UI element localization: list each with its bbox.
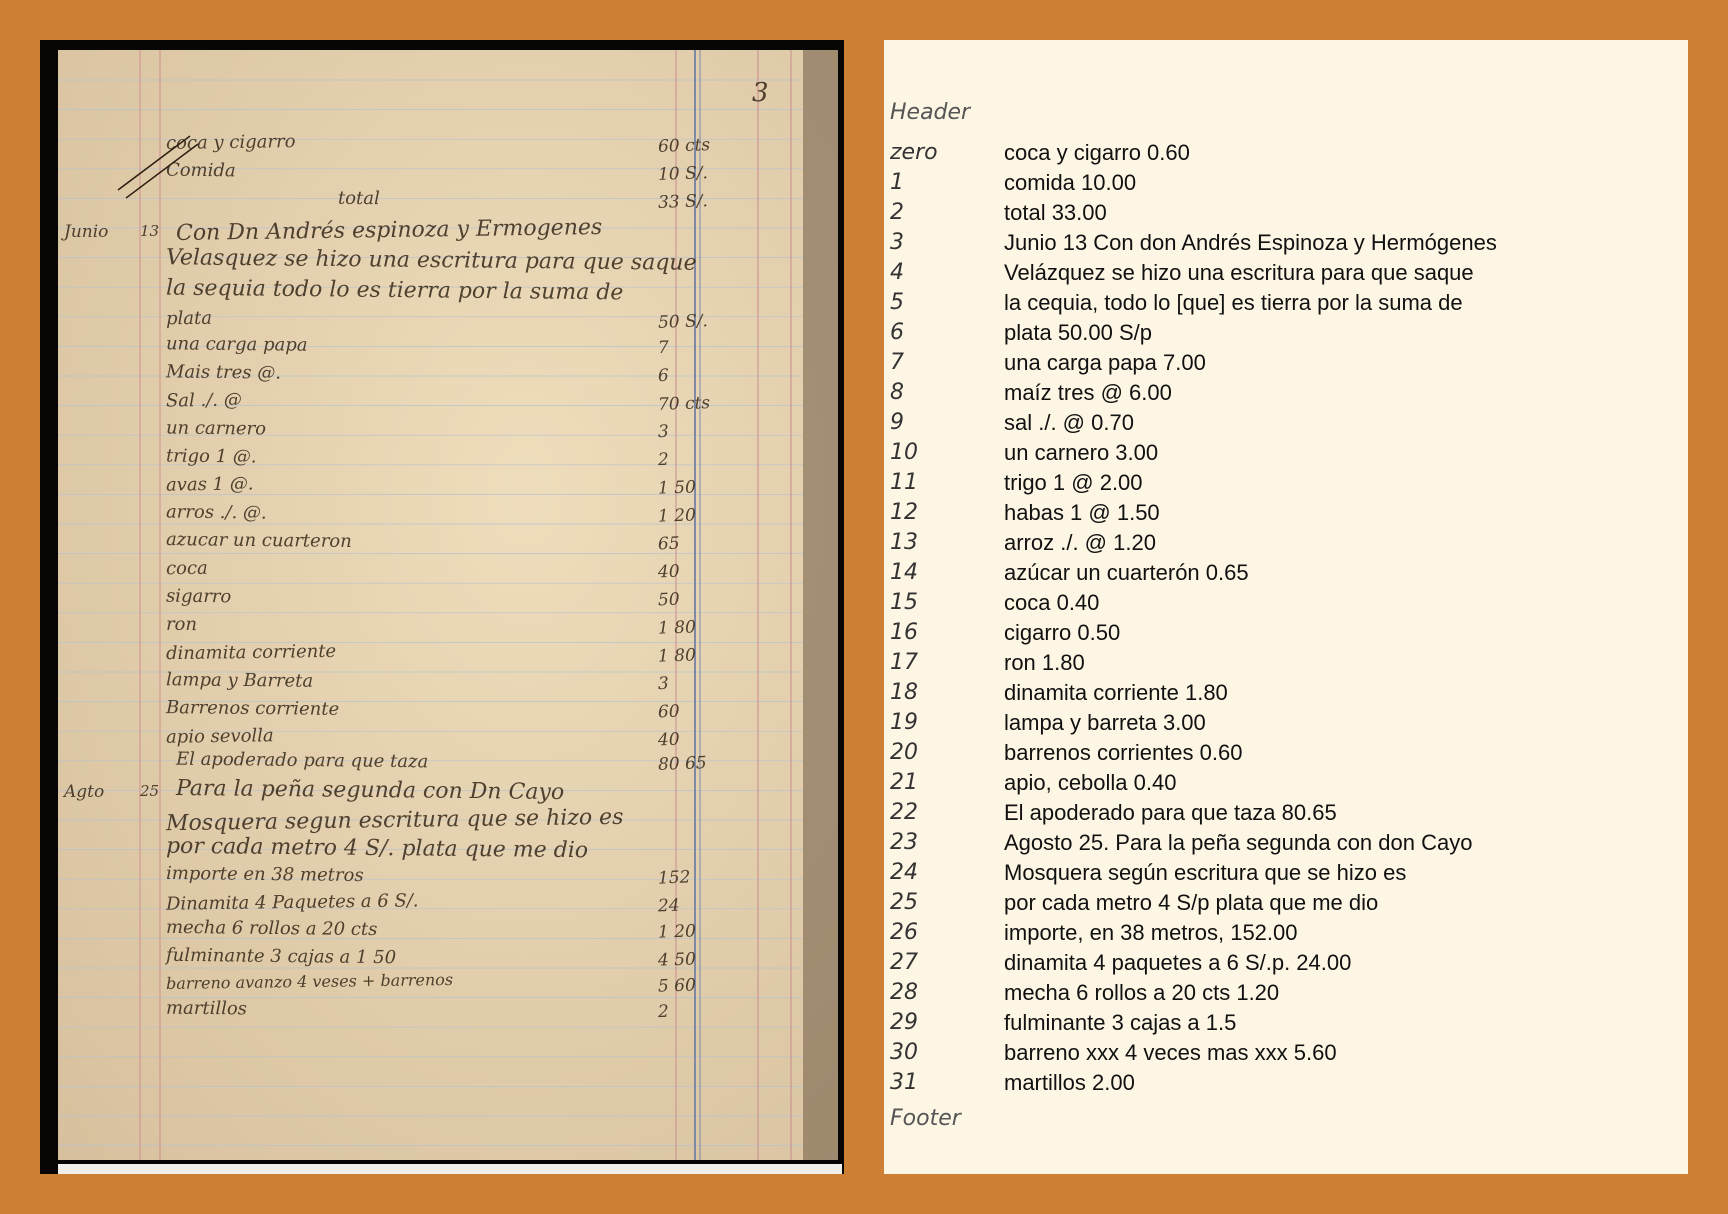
line-text: azúcar un cuarterón 0.65 xyxy=(1004,560,1249,585)
transcription-row xyxy=(884,680,1664,710)
handwritten-text: Dinamita 4 Paquetes a 6 S/. xyxy=(165,890,419,915)
handwritten-text: fulminante 3 cajas a 1 50 xyxy=(165,944,397,969)
handwritten-text: por cada metro 4 S/. plata que me dio xyxy=(165,833,589,864)
handwritten-text: lampa y Barreta xyxy=(165,669,314,692)
transcription-row xyxy=(884,620,1664,650)
line-text: por cada metro 4 S/p plata que me dio xyxy=(1004,890,1379,915)
line-number: 6 xyxy=(890,320,904,345)
line-text: apio, cebolla 0.40 xyxy=(1004,770,1177,795)
line-text: cigarro 0.50 xyxy=(1004,620,1121,645)
line-text: El apoderado para que taza 80.65 xyxy=(1004,800,1337,825)
handwritten-amount: 152 xyxy=(657,867,691,889)
transcription-panel xyxy=(884,40,1688,1174)
line-text: martillos 2.00 xyxy=(1004,1070,1135,1095)
line-text: un carnero 3.00 xyxy=(1004,440,1159,465)
handwritten-date: Junio xyxy=(64,222,109,242)
line-number: 3 xyxy=(890,230,904,255)
line-number: 11 xyxy=(890,470,918,495)
handwritten-text: Para la peña segunda con Dn Cayo xyxy=(175,775,565,806)
handwritten-text: dinamita corriente xyxy=(165,640,337,665)
handwritten-amount: 1 20 xyxy=(657,505,697,527)
line-text: Junio 13 Con don Andrés Espinoza y Hermógenes xyxy=(1004,230,1497,255)
line-text: plata 50.00 S/p xyxy=(1004,320,1153,345)
handwritten-text: total xyxy=(337,187,380,210)
handwritten-text: Mosquera segun escritura que se hizo es xyxy=(165,804,624,837)
handwritten-amount: 40 xyxy=(657,729,680,751)
transcription-row xyxy=(884,800,1664,830)
line-number: 12 xyxy=(890,500,918,525)
line-text: trigo 1 @ 2.00 xyxy=(1004,470,1143,495)
transcription-row xyxy=(884,980,1664,1010)
line-number: 22 xyxy=(890,800,918,825)
transcription-row xyxy=(884,500,1664,530)
handwritten-text: ron xyxy=(165,613,198,636)
handwritten-amount: 4 50 xyxy=(657,949,697,971)
scanned-ledger-frame xyxy=(40,40,844,1174)
line-number: 7 xyxy=(890,350,904,375)
handwritten-text: avas 1 @. xyxy=(165,473,254,496)
line-number: 20 xyxy=(890,740,918,765)
transcription-row xyxy=(884,1010,1664,1040)
handwritten-text: coca xyxy=(165,557,208,580)
line-number: 26 xyxy=(890,920,918,945)
transcription-row xyxy=(884,140,1664,170)
transcription-row xyxy=(884,710,1664,740)
line-text: arroz ./. @ 1.20 xyxy=(1004,530,1156,555)
line-number: 23 xyxy=(890,830,918,855)
handwritten-amount: 40 xyxy=(657,561,680,583)
transcription-row xyxy=(884,740,1664,770)
page-binding-shadow xyxy=(803,50,838,1160)
handwritten-text: trigo 1 @. xyxy=(165,445,257,468)
line-number: 19 xyxy=(890,710,918,735)
transcription-row xyxy=(884,260,1664,290)
line-number: 9 xyxy=(890,410,904,435)
line-text: dinamita corriente 1.80 xyxy=(1004,680,1228,705)
line-number: 30 xyxy=(890,1040,918,1065)
line-text: barrenos corrientes 0.60 xyxy=(1004,740,1243,765)
line-number: 28 xyxy=(890,980,918,1005)
transcription-row xyxy=(884,920,1664,950)
line-number: 5 xyxy=(890,290,904,315)
transcription-row xyxy=(884,380,1664,410)
transcription-row xyxy=(884,440,1664,470)
line-text: mecha 6 rollos a 20 cts 1.20 xyxy=(1004,980,1280,1005)
handwritten-text: sigarro xyxy=(165,585,232,608)
line-number: 10 xyxy=(890,440,918,465)
handwritten-amount: 1 80 xyxy=(657,617,697,639)
line-text: habas 1 @ 1.50 xyxy=(1004,500,1160,525)
line-number: 31 xyxy=(890,1070,918,1095)
line-number: zero xyxy=(890,140,938,165)
line-number: 25 xyxy=(890,890,918,915)
line-number: 21 xyxy=(890,770,918,795)
handwritten-date: Agto xyxy=(64,782,105,802)
handwritten-day: 25 xyxy=(140,782,160,800)
handwritten-amount: 10 S/. xyxy=(657,163,709,185)
transcription-row xyxy=(884,1070,1664,1100)
line-text: Velázquez se hizo una escritura para que saque xyxy=(1004,260,1474,285)
handwritten-text: coca y cigarro xyxy=(165,131,296,154)
line-text: la cequia, todo lo [que] es tierra por la suma de xyxy=(1004,290,1463,315)
line-text: maíz tres @ 6.00 xyxy=(1004,380,1172,405)
line-text: total 33.00 xyxy=(1004,200,1107,225)
transcription-row xyxy=(884,770,1664,800)
line-number: 17 xyxy=(890,650,918,675)
transcription-row xyxy=(884,230,1664,260)
transcription-row xyxy=(884,290,1664,320)
handwritten-amount: 1 20 xyxy=(657,921,697,943)
transcription-row xyxy=(884,830,1664,860)
handwritten-amount: 2 xyxy=(657,1001,670,1023)
handwritten-amount: 65 xyxy=(657,533,680,555)
page-edge xyxy=(58,1164,842,1174)
transcription-row xyxy=(884,200,1664,230)
line-number: 24 xyxy=(890,860,918,885)
handwritten-amount: 33 S/. xyxy=(657,191,709,213)
handwritten-amount: 50 S/. xyxy=(657,311,709,333)
line-text: coca y cigarro 0.60 xyxy=(1004,140,1190,165)
line-text: barreno xxx 4 veces mas xxx 5.60 xyxy=(1004,1040,1337,1065)
handwritten-amount: 50 xyxy=(657,589,680,611)
scanned-ledger-page xyxy=(58,50,838,1160)
transcription-row xyxy=(884,1040,1664,1070)
line-text: importe, en 38 metros, 152.00 xyxy=(1004,920,1298,945)
transcription-row xyxy=(884,170,1664,200)
handwritten-text: importe en 38 metros xyxy=(165,862,364,887)
page-number: 3 xyxy=(752,78,769,108)
transcription-row xyxy=(884,890,1664,920)
line-number: 15 xyxy=(890,590,918,615)
handwritten-amount: 1 50 xyxy=(657,477,697,499)
handwritten-text: Con Dn Andrés espinoza y Ermogenes xyxy=(175,215,603,246)
handwritten-text: Mais tres @. xyxy=(165,361,282,384)
handwritten-amount: 60 cts xyxy=(657,135,711,157)
handwritten-text: azucar un cuarteron xyxy=(165,529,352,552)
transcription-row xyxy=(884,560,1664,590)
handwritten-amount: 24 xyxy=(657,895,680,917)
line-text: una carga papa 7.00 xyxy=(1004,350,1206,375)
handwritten-text: plata xyxy=(165,307,213,330)
line-number: 8 xyxy=(890,380,904,405)
handwritten-text: arros ./. @. xyxy=(165,501,267,524)
handwritten-amount: 70 cts xyxy=(657,393,711,415)
line-text: dinamita 4 paquetes a 6 S/.p. 24.00 xyxy=(1004,950,1352,975)
handwritten-amount: 60 xyxy=(657,701,680,723)
handwritten-text: la sequia todo lo es tierra por la suma de xyxy=(165,275,624,306)
line-text: Agosto 25. Para la peña segunda con don Cayo xyxy=(1004,830,1473,855)
line-number: 27 xyxy=(890,950,918,975)
transcription-row xyxy=(884,650,1664,680)
line-text: sal ./. @ 0.70 xyxy=(1004,410,1134,435)
handwritten-amount: 3 xyxy=(657,673,670,695)
handwritten-amount: 7 xyxy=(657,337,670,359)
handwritten-text: una carga papa xyxy=(165,333,308,356)
handwritten-text: martillos xyxy=(165,997,248,1020)
handwritten-text: Velasquez se hizo una escritura para que saque xyxy=(165,245,697,276)
line-text: fulminante 3 cajas a 1.5 xyxy=(1004,1010,1237,1035)
handwritten-amount: 3 xyxy=(657,421,670,443)
transcription-row xyxy=(884,320,1664,350)
line-text: coca 0.40 xyxy=(1004,590,1100,615)
line-number: 4 xyxy=(890,260,904,285)
transcription-row xyxy=(884,350,1664,380)
transcription-row xyxy=(884,950,1664,980)
line-number: 29 xyxy=(890,1010,918,1035)
line-number: 2 xyxy=(890,200,904,225)
transcription-row xyxy=(884,470,1664,500)
header-label: Header xyxy=(890,100,971,125)
line-number: 13 xyxy=(890,530,918,555)
transcription-row xyxy=(884,530,1664,560)
line-number: 1 xyxy=(890,170,904,195)
handwritten-amount: 1 80 xyxy=(657,645,697,667)
handwritten-text: apio sevolla xyxy=(165,725,274,748)
line-text: ron 1.80 xyxy=(1004,650,1085,675)
footer-label: Footer xyxy=(890,1106,961,1131)
handwritten-text: Sal ./. @ xyxy=(165,389,242,412)
handwritten-text: un carnero xyxy=(165,417,267,440)
handwritten-text: mecha 6 rollos a 20 cts xyxy=(165,916,378,941)
handwritten-amount: 80 65 xyxy=(657,753,708,775)
transcription-row xyxy=(884,410,1664,440)
transcription-row xyxy=(884,590,1664,620)
line-number: 18 xyxy=(890,680,918,705)
line-number: 16 xyxy=(890,620,918,645)
line-text: lampa y barreta 3.00 xyxy=(1004,710,1206,735)
handwritten-text: El apoderado para que taza xyxy=(175,748,429,773)
transcription-row xyxy=(884,860,1664,890)
handwritten-text: barreno avanzo 4 veses + barrenos xyxy=(165,969,454,994)
handwritten-text: Barrenos corriente xyxy=(165,697,340,720)
line-text: Mosquera según escritura que se hizo es xyxy=(1004,860,1407,885)
handwritten-text: Comida xyxy=(165,159,236,182)
handwritten-amount: 6 xyxy=(657,365,670,387)
handwritten-day: 13 xyxy=(140,222,160,240)
handwritten-amount: 5 60 xyxy=(657,975,697,997)
line-number: 14 xyxy=(890,560,918,585)
handwritten-amount: 2 xyxy=(657,449,670,471)
line-text: comida 10.00 xyxy=(1004,170,1137,195)
